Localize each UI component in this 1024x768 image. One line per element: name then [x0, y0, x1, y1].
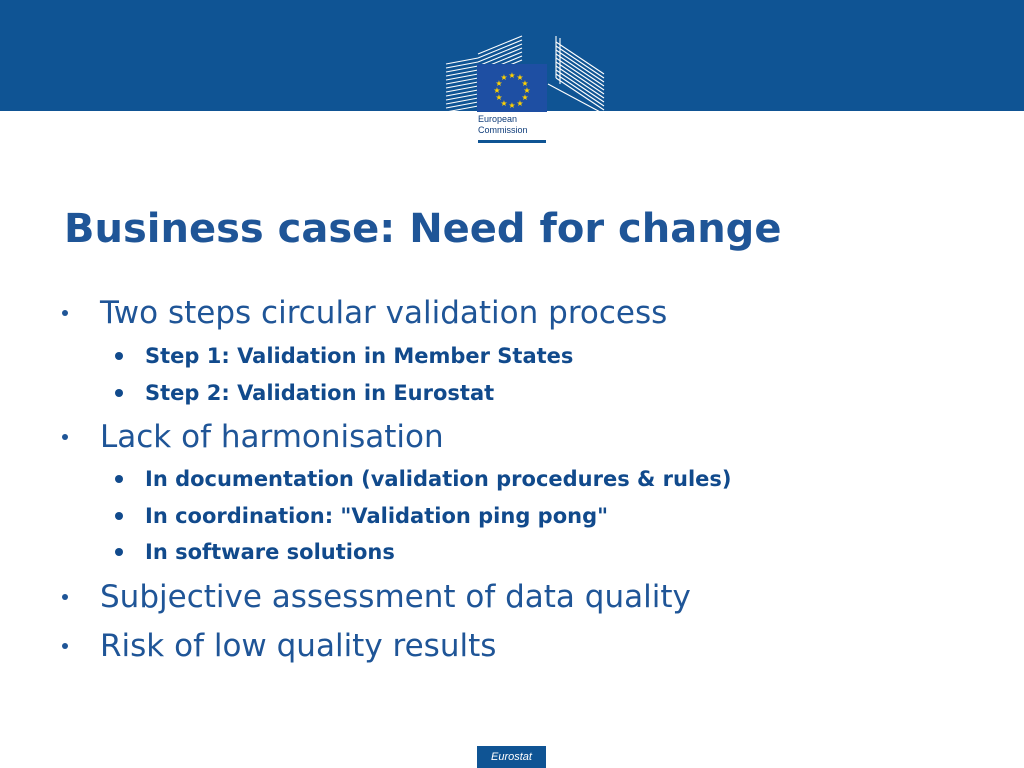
- bullet-text: Risk of low quality results: [100, 628, 497, 664]
- sub-bullet-item: [145, 342, 573, 370]
- bullet-text: Subjective assessment of data quality: [100, 579, 691, 615]
- bullet-text: In coordination: "Validation ping pong": [145, 504, 609, 528]
- bullet-dot-icon: [62, 310, 68, 316]
- sub-bullet-item: [145, 465, 732, 493]
- svg-text:★: ★: [493, 86, 501, 95]
- slide-title: Business case: Need for change: [64, 206, 782, 252]
- bullet-text: Lack of harmonisation: [100, 419, 444, 455]
- bullet-text: In software solutions: [145, 540, 395, 564]
- bullet-item: [100, 294, 667, 332]
- bullet-text: Step 2: Validation in Eurostat: [145, 381, 495, 405]
- logo-text-line2: Commission: [478, 125, 528, 135]
- svg-text:★: ★: [500, 73, 508, 82]
- bullet-text: Two steps circular validation process: [100, 295, 668, 331]
- bullet-dot-icon: [115, 475, 123, 483]
- bullet-dot-icon: [115, 548, 123, 556]
- bullet-dot-icon: [62, 643, 68, 649]
- sub-bullet-item: [145, 502, 608, 530]
- svg-text:★: ★: [521, 93, 529, 102]
- bullet-dot-icon: [115, 352, 123, 360]
- svg-text:★: ★: [521, 79, 529, 88]
- svg-text:★: ★: [495, 93, 503, 102]
- svg-text:★: ★: [508, 101, 516, 110]
- sub-bullet-item: [145, 538, 395, 566]
- svg-text:★: ★: [516, 99, 524, 108]
- bullet-dot-icon: [62, 594, 68, 600]
- sub-bullet-item: [145, 379, 494, 407]
- bullet-item: [100, 627, 496, 665]
- bullet-dot-icon: [62, 434, 68, 440]
- bullet-text: In documentation (validation procedures & rules): [145, 467, 732, 491]
- bullet-dot-icon: [115, 512, 123, 520]
- svg-text:★: ★: [500, 99, 508, 108]
- bullet-item: [100, 418, 444, 456]
- bullet-dot-icon: [115, 389, 123, 397]
- bullet-item: [100, 578, 691, 616]
- footer-eurostat-tag: Eurostat: [477, 746, 546, 768]
- logo-text-line1: European: [478, 114, 518, 124]
- svg-text:★: ★: [508, 71, 516, 80]
- svg-text:★: ★: [523, 86, 531, 95]
- svg-text:★: ★: [495, 79, 503, 88]
- svg-text:★: ★: [516, 73, 524, 82]
- bullet-text: Step 1: Validation in Member States: [145, 344, 574, 368]
